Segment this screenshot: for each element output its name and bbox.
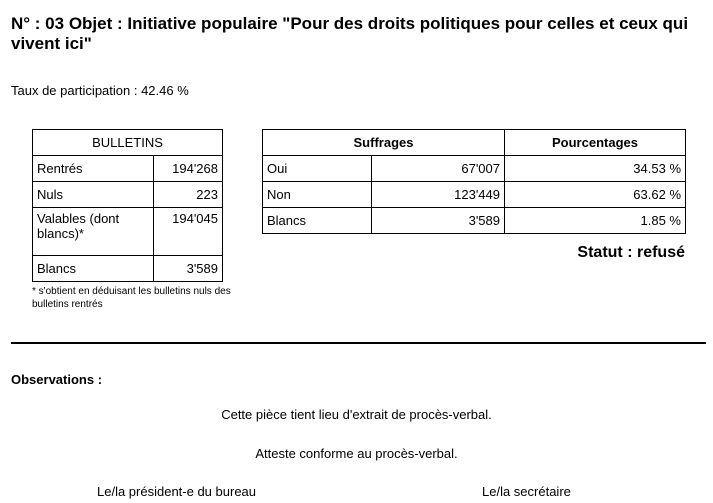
observations-heading: Observations : [11, 372, 103, 387]
row-value: 194'045 [154, 208, 223, 256]
bulletins-footnote: * s'obtient en déduisant les bulletins nuls des bulletins rentrés [32, 286, 231, 310]
table-row [263, 208, 686, 234]
status-label: Statut : refusé [577, 244, 685, 261]
signature-president: Le/la président-e du bureau [97, 484, 257, 499]
table-row [33, 208, 223, 256]
suffrages-header: Suffrages [263, 130, 505, 156]
bulletins-table [32, 129, 223, 282]
row-value: 223 [154, 182, 223, 208]
table-row [263, 156, 686, 182]
row-label: Nuls [33, 182, 154, 208]
result-percentage: 34.53 % [505, 156, 686, 182]
horizontal-divider [11, 342, 706, 344]
table-row [263, 182, 686, 208]
document-title: N° : 03 Objet : Initiative populaire "Pour des droits politiques pour celles et ceux qui vivent ici" [11, 14, 689, 53]
table-row [33, 156, 223, 182]
row-label: Valables (dont blancs)* [33, 208, 154, 256]
result-suffrages: 123'449 [372, 182, 505, 208]
table-row [33, 182, 223, 208]
pourcentages-header: Pourcentages [505, 130, 686, 156]
result-label: Non [263, 182, 372, 208]
participation-rate: Taux de participation : 42.46 % [11, 83, 189, 98]
result-label: Blancs [263, 208, 372, 234]
row-label: Blancs [33, 256, 154, 282]
attest-statement: Atteste conforme au procès-verbal. [255, 446, 458, 461]
extract-statement: Cette pièce tient lieu d'extrait de procès-verbal. [221, 407, 492, 422]
result-percentage: 63.62 % [505, 182, 686, 208]
signature-secretary: Le/la secrétaire [482, 484, 571, 499]
result-label: Oui [263, 156, 372, 182]
result-percentage: 1.85 % [505, 208, 686, 234]
row-value: 194'268 [154, 156, 223, 182]
bulletins-header: BULLETINS [33, 130, 223, 156]
row-value: 3'589 [154, 256, 223, 282]
result-suffrages: 3'589 [372, 208, 505, 234]
results-table [262, 129, 686, 234]
table-row [33, 256, 223, 282]
result-suffrages: 67'007 [372, 156, 505, 182]
row-label: Rentrés [33, 156, 154, 182]
